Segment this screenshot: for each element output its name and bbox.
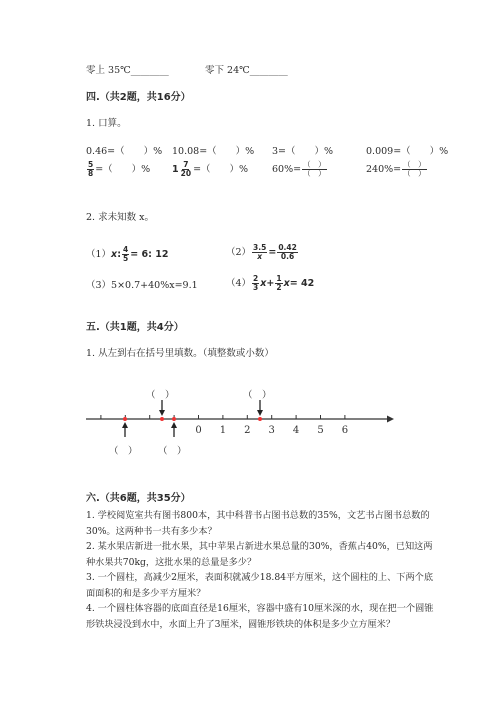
- tick-label: 5: [317, 425, 324, 436]
- equation-2: （2） $\frac{3.5}{x}$ = $\frac{0.42}{0.6}$: [226, 243, 297, 261]
- above-value: 35℃: [108, 65, 131, 76]
- calc-7: 60%= $\frac{( )}{( )}$: [272, 160, 326, 178]
- up-arrow-icon: [171, 422, 177, 437]
- fraction: $\frac{1}{2}$: [276, 274, 282, 292]
- calc-3: 3=（ ）%: [272, 146, 334, 157]
- tick-label: 6: [341, 425, 349, 436]
- red-point: [258, 417, 262, 421]
- paren-top-1: （ ）: [146, 390, 175, 401]
- tick-label: 4: [292, 425, 300, 436]
- tick-label: 3: [268, 425, 275, 436]
- below-blank: ________: [249, 65, 288, 76]
- fraction: $\frac{( )}{( )}$: [403, 160, 426, 178]
- equation-4: （4） $\frac{2}{3}$ x+ $\frac{1}{2}$ x= 42: [226, 274, 315, 292]
- problem-3: 3. 一个圆柱，高减少2厘米，表面积就减少18.84平方厘米，这个圆柱的上、下两个底面面积的和是多少平方厘米？: [86, 572, 434, 599]
- problem-4: 4. 一个圆柱体容器的底面直径是16厘米，容器中盛有10厘米深的水，现在把一个圆锥形铁块浸没到水中，水面上升了3厘米，圆锥形铁块的体积是多少立方厘米？: [86, 603, 434, 630]
- section5-title: 五.（共1题，共4分）: [86, 322, 184, 333]
- equation-3: （3）5×0.7+40%x=9.1: [86, 280, 198, 291]
- paren-bottom-1: （ ）: [109, 446, 138, 457]
- fraction: $\frac{2}{3}$: [253, 274, 259, 292]
- below-label: 零下: [205, 65, 225, 76]
- section4-q2-title: 2. 求未知数 x。: [86, 212, 154, 223]
- tick-group: [101, 415, 348, 436]
- fraction: $\frac{0.42}{0.6}$: [278, 243, 297, 261]
- above-label: 零上: [86, 65, 106, 76]
- tick-label: 2: [244, 425, 251, 436]
- below-value: 24℃: [227, 65, 250, 76]
- paren-bottom-2: （ ）: [158, 446, 187, 457]
- fraction: $\frac{7}{20}$: [180, 160, 192, 178]
- calc-5: $\frac{5}{8}$ =（ ）%: [88, 160, 151, 178]
- fraction: $\frac{5}{8}$: [88, 160, 94, 178]
- red-point: [123, 417, 127, 421]
- tick-label: 0: [195, 425, 202, 436]
- section6-title: 六.（共6题，共35分）: [86, 493, 191, 504]
- arrowhead-icon: [387, 416, 394, 423]
- calc-4: 0.009=（ ）%: [366, 146, 449, 157]
- above-blank: ________: [130, 65, 169, 76]
- fraction: $\frac{4}{5}$: [123, 245, 129, 263]
- down-arrow-icon: [257, 400, 263, 416]
- calc-2: 10.08=（ ）%: [172, 146, 255, 157]
- calc-8: 240%= $\frac{( )}{( )}$: [366, 160, 426, 178]
- section5-q1: 1. 从左到右在括号里填数。（填整数或小数）: [86, 348, 274, 359]
- red-point: [160, 417, 164, 421]
- tick-label: 1: [219, 425, 227, 436]
- calc-6: 1 $\frac{7}{20}$ =（ ）%: [172, 160, 249, 178]
- section4-q1-title: 1. 口算。: [86, 118, 127, 129]
- problem-2: 2. 某水果店新进一批水果，其中苹果占新进水果总量的30%，香蕉占40%，已知这两种水果共70kg，这批水果的总量是多少？: [86, 541, 433, 568]
- red-point: [172, 417, 176, 421]
- paren-top-2: （ ）: [243, 390, 272, 401]
- calc-1: 0.46=（ ）%: [86, 146, 163, 157]
- up-arrow-icon: [122, 422, 128, 437]
- fraction: $\frac{3.5}{x}$: [253, 243, 267, 261]
- down-arrow-icon: [159, 400, 165, 416]
- equation-1: （1）x: $\frac{4}{5}$ = 6: 12: [86, 245, 169, 263]
- problem-1: 1. 学校阅览室共有图书800本，其中科普书占图书总数的35%，文艺书占图书总数的30%。这两种书一共有多少本？: [86, 510, 430, 537]
- fraction: $\frac{( )}{( )}$: [303, 160, 326, 178]
- section4-title: 四.（共2题，共16分）: [86, 92, 191, 103]
